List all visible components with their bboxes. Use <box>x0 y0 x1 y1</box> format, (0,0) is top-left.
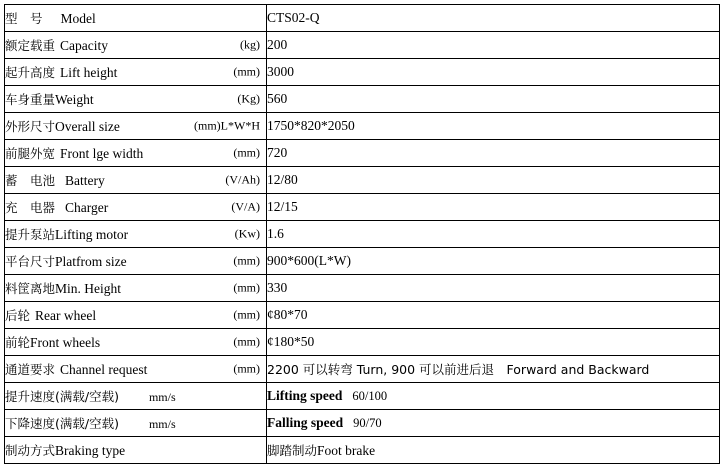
row-value-cell <box>267 5 720 32</box>
label-unit: (mm) <box>233 64 260 79</box>
label-unit: mm/s <box>148 390 176 404</box>
table-row <box>5 275 720 302</box>
label-en: Front wheels <box>30 335 101 350</box>
label-unit: (kg) <box>240 37 260 52</box>
row-value-cell <box>267 32 720 59</box>
value-text: 720 <box>267 145 288 160</box>
label-unit: (mm) <box>233 307 260 322</box>
label-cn: 充 电器 <box>5 200 56 215</box>
row-value-cell <box>267 167 720 194</box>
value-text: 1.6 <box>267 226 284 241</box>
row-value-cell <box>267 410 720 437</box>
row-value-cell <box>267 221 720 248</box>
label-unit: (mm)L*W*H <box>194 118 260 133</box>
table-row <box>5 248 720 275</box>
value-label: Lifting speed <box>267 388 343 403</box>
row-value-cell <box>267 329 720 356</box>
row-label-cell <box>5 410 267 437</box>
label-en: Braking type <box>55 443 126 458</box>
value-label: Falling speed <box>267 415 344 430</box>
value-text: ¢80*70 <box>267 307 308 322</box>
row-value-cell <box>267 194 720 221</box>
table-row <box>5 329 720 356</box>
table-row <box>5 221 720 248</box>
label-unit: (V/A) <box>231 199 260 214</box>
label-en: Lift height <box>60 65 118 80</box>
row-value-cell <box>267 86 720 113</box>
row-value-cell <box>267 248 720 275</box>
table-body <box>5 5 720 464</box>
row-label-cell <box>5 329 267 356</box>
label-cn: 提升泵站 <box>5 227 56 242</box>
table-row <box>5 194 720 221</box>
label-en: Overall size <box>55 119 120 134</box>
row-label-cell <box>5 5 267 32</box>
label-unit: (mm) <box>233 334 260 349</box>
label-cn: 型 号 <box>5 11 43 26</box>
label-cn: 前轮 <box>5 335 31 350</box>
label-en: Channel request <box>60 362 148 377</box>
row-label-cell <box>5 437 267 464</box>
label-unit: (mm) <box>233 145 260 160</box>
label-unit: (mm) <box>233 253 260 268</box>
table-row <box>5 167 720 194</box>
row-label-cell <box>5 356 267 383</box>
label-cn: 通道要求 <box>5 362 56 377</box>
value-text: 12/80 <box>267 172 298 187</box>
row-label-cell <box>5 221 267 248</box>
table-row <box>5 59 720 86</box>
label-en: Battery <box>65 173 105 188</box>
label-en: Platfrom size <box>55 254 127 269</box>
table-row <box>5 302 720 329</box>
label-unit: (Kg) <box>237 91 260 106</box>
value-text: 3000 <box>267 64 294 79</box>
label-cn: 起升高度 <box>5 65 56 80</box>
table-row-braking-type <box>5 437 720 464</box>
value-text: ¢180*50 <box>267 334 315 349</box>
row-value-cell <box>267 302 720 329</box>
label-unit: (V/Ah) <box>225 172 260 187</box>
row-label-cell <box>5 383 267 410</box>
label-en: Min. Height <box>55 281 122 296</box>
table-row <box>5 356 720 383</box>
label-en: Rear wheel <box>35 308 97 323</box>
label-cn: 提升速度(满载/空载) <box>5 389 119 404</box>
label-en: Charger <box>65 200 109 215</box>
label-unit: (mm) <box>233 280 260 295</box>
label-cn: 料筐离地 <box>5 281 56 296</box>
value-text-en: Foot brake <box>317 443 376 458</box>
table-row <box>5 86 720 113</box>
row-label-cell <box>5 59 267 86</box>
row-label-cell <box>5 86 267 113</box>
label-cn: 平台尺寸 <box>5 254 56 269</box>
value-text: 330 <box>267 280 288 295</box>
value-text: 900*600(L*W) <box>267 253 351 268</box>
value-text: 1750*820*2050 <box>267 118 355 133</box>
label-cn: 制动方式 <box>5 443 56 458</box>
label-cn: 前腿外宽 <box>5 146 56 161</box>
label-en: Model <box>60 11 96 26</box>
row-label-cell <box>5 32 267 59</box>
label-unit: (mm) <box>233 361 260 376</box>
row-value-cell <box>267 59 720 86</box>
label-en: Lifting motor <box>55 227 129 242</box>
table-row <box>5 5 720 32</box>
row-label-cell <box>5 140 267 167</box>
specification-table <box>4 4 720 464</box>
label-unit: mm/s <box>148 417 176 431</box>
value-text: 200 <box>267 37 288 52</box>
table-row-lifting-speed <box>5 383 720 410</box>
value-text: 2200 可以转弯 Turn, 900 可以前进后退 Forward and Backward <box>267 362 650 377</box>
row-value-cell <box>267 140 720 167</box>
table-row <box>5 113 720 140</box>
row-label-cell <box>5 275 267 302</box>
label-en: Capacity <box>60 38 108 53</box>
row-value-cell <box>267 356 720 383</box>
label-cn: 蓄 电池 <box>5 173 56 188</box>
row-label-cell <box>5 113 267 140</box>
row-label-cell <box>5 194 267 221</box>
row-value-cell <box>267 383 720 410</box>
table-row <box>5 140 720 167</box>
row-value-cell <box>267 275 720 302</box>
label-en: Weight <box>55 92 94 107</box>
label-cn: 下降速度(满载/空载) <box>5 416 119 431</box>
label-cn: 外形尺寸 <box>5 119 56 134</box>
row-value-cell <box>267 113 720 140</box>
label-cn: 车身重量 <box>5 92 56 107</box>
row-label-cell <box>5 302 267 329</box>
value-text: 90/70 <box>353 416 382 430</box>
table-row-falling-speed <box>5 410 720 437</box>
value-text: 12/15 <box>267 199 298 214</box>
value-text: 560 <box>267 91 288 106</box>
value-text: CTS02-Q <box>267 10 320 25</box>
value-text: 60/100 <box>352 389 388 403</box>
value-text-cn: 脚踏制动 <box>267 443 318 458</box>
row-label-cell <box>5 167 267 194</box>
row-value-cell <box>267 437 720 464</box>
label-en: Front lge width <box>60 146 144 161</box>
row-label-cell <box>5 248 267 275</box>
label-unit: (Kw) <box>234 226 260 241</box>
label-cn: 额定载重 <box>5 38 56 53</box>
table-row <box>5 32 720 59</box>
label-cn: 后轮 <box>5 308 31 323</box>
